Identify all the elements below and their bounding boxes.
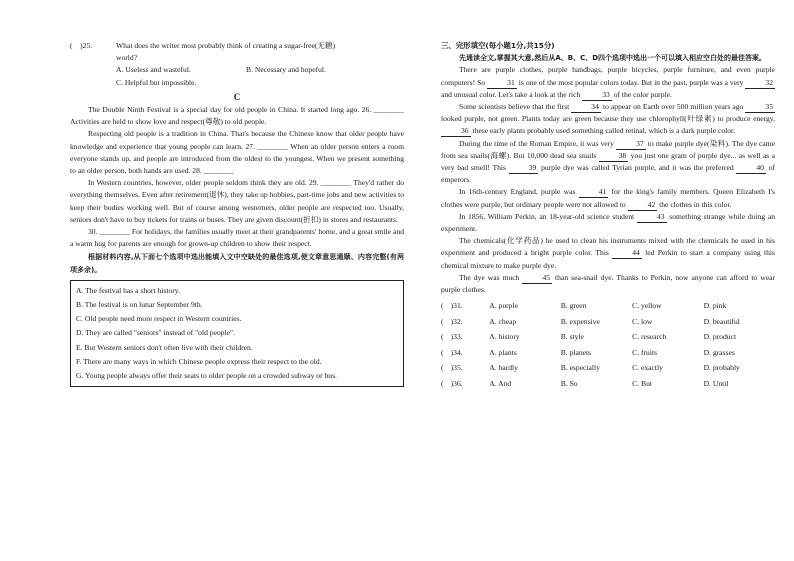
blank-44: 44: [612, 248, 642, 259]
blank-32: 32: [745, 78, 775, 89]
cloze-paragraph-2: Some scientists believe that the first 34 to appear on Earth over 500 million years ago 35 looked purple, not green. Plants today are green because they use chlorophyll(叶绿素) to produce energy. 36 these early plants probably used something called retinal, which is a dark purple color.: [441, 102, 775, 136]
task-instruction: 根据材料内容,从下面七个选项中选出能填入文中空缺处的最佳选项,使文章意思通顺、内容完整(有两项多余)。: [70, 253, 404, 274]
blank-33: 33: [582, 90, 612, 101]
choice-row-31: ( )31. A. purple B. green C. yellow D. pink: [441, 301, 727, 311]
blank-38: 38: [599, 151, 629, 162]
blank-36: 36: [441, 126, 471, 137]
option-a: A. Useless and wasteful.: [116, 65, 191, 75]
blank-31: 31: [487, 78, 517, 89]
blank-45: 45: [522, 273, 552, 284]
cloze-paragraph-7: The dye was much 45 than sea-snail dye. Thanks to Perkin, now anyone can afford to wear purple clothes.: [441, 272, 775, 295]
option-c: C. Helpful but impossible.: [116, 77, 197, 87]
cloze-instruction: 先通读全文,掌握其大意,然后从A、B、C、D四个选项中选出一个可以填入相应空白处的最佳答案。: [459, 54, 767, 63]
cloze-paragraph-6: The chemicals(化学药品) he used to clean his instruments mixed with the chemicals he used in his experiment and produced a bright purple color. This 44 led Perkin to start a company using this chemical mixture to make purple dye.: [441, 236, 775, 270]
blank-41: 41: [579, 187, 609, 198]
blank-39: 39: [509, 163, 539, 174]
blank-42: 42: [628, 200, 658, 211]
blank-35: 35: [745, 102, 775, 113]
section-title: 三、完形填空(每小题1分,共15分): [441, 41, 555, 50]
option-b: B. Necessary and hopeful.: [246, 65, 326, 75]
option-row: [70, 64, 404, 76]
box-option-b: B. The festival is on lunar September 9th.: [76, 300, 203, 310]
box-option-d: D. They are called "seniors" instead of "old people".: [76, 328, 236, 338]
question-25: [70, 40, 404, 52]
blank-43: 43: [637, 212, 667, 223]
blank-34: 34: [571, 102, 601, 113]
question-stem-cont: world?: [116, 53, 138, 63]
section-heading-c: C: [233, 91, 241, 102]
choice-row-33: ( )33. A. history B. style C. research D. product: [441, 332, 737, 342]
option-row: [70, 77, 404, 89]
question-number: )25.: [80, 41, 93, 50]
cloze-paragraph-1: There are purple clothes, purple handbags, purple bicycles, purple furniture, and even purple computers! So 31 is one of the most popular colors today. But in the past, purple was a very 32 and unusual color. Let's take a look at the rich 33 of the color purple.: [441, 65, 775, 99]
box-option-c: C. Old people need more respect in Western countries.: [76, 314, 242, 324]
left-column: [70, 40, 404, 387]
choice-row-36: ( )36. A. And B. So C. But D. Until: [441, 378, 729, 388]
blank-40: 40: [736, 163, 766, 174]
cloze-paragraph-5: In 1856, William Perkin, an 18-year-old science student 43 something strange while doing an experiment.: [441, 211, 776, 234]
passage-paragraph-2: Respecting old people is a tradition in China. That's because the Chinese know that older people have knowledge and experience that young people can learn. 27. ________ When an older person enters a room everyone stands up, and people are introduced from the oldest to the youngest. When we present something to an older person, both hands are used. 28. ________: [70, 129, 404, 176]
passage-paragraph-4: 30. ________ For holidays, the families usually meet at their grandparents' home, and a great smile and a warm hug for parents are enough for grown-up children to show their respect.: [70, 227, 404, 249]
box-option-e: E. But Western seniors don't often live with their children.: [76, 342, 253, 352]
choice-list: [441, 298, 775, 391]
options-box: [70, 280, 404, 387]
cloze-paragraph-4: In 16th-century England, purple was 41 for the king's family members. Queen Elizabeth I's clothes were purple, but ordinary people were not allowed to 42 the clothes in this color.: [441, 187, 775, 209]
box-option-f: F. There are many ways in which Chinese people express their respect to the old.: [76, 356, 322, 366]
choice-row-35: ( )35. A. hardly B. especially C. exactly D. probably: [441, 363, 740, 373]
passage-paragraph-3: In Western countries, however, older people seldom think they are old. 29. ________ They'd rather do everything themselves. Even after retirement(退休), they take up hobbies, part-time jobs and new activities to keep their bodies working well. But of course among westerners, older people are respected too. Usually, seniors don't have to buy tickets for trains or buses. They are given discount(折扣) in stores and restaurants.: [70, 178, 404, 224]
choice-row-34: ( )34. A. plants B. planets C. fruits D. grasses: [441, 347, 735, 357]
question-stem: What does the writer most probably think of creating a sugar-free(无糖): [116, 41, 336, 50]
cloze-paragraph-3: During the time of the Roman Empire, it was very 37 to make purple dye(染料). The dye came from sea snails(海螺). But 10,000 dead sea snails 38 you just one gram of purple dye... as well as a very bad smell! This 39 purple dye was called Tyrian purple, and it was the preferred 40 of emperors.: [441, 138, 776, 185]
right-column: [441, 40, 775, 391]
passage-paragraph-1: The Double Ninth Festival is a special day for old people in China. It started long ago. 26. ________ Activities are held to show love and respect(尊敬) to old people.: [70, 105, 404, 127]
blank-37: 37: [616, 139, 646, 150]
choice-row-32: ( )32. A. cheap B. expensive C. low D. beautiful: [441, 316, 740, 326]
answer-paren: (: [70, 41, 73, 50]
box-option-a: A. The festival has a short history.: [76, 285, 180, 295]
box-option-g: G. Young people always offer their seats to older people on a crowded subway or bus.: [76, 371, 337, 381]
